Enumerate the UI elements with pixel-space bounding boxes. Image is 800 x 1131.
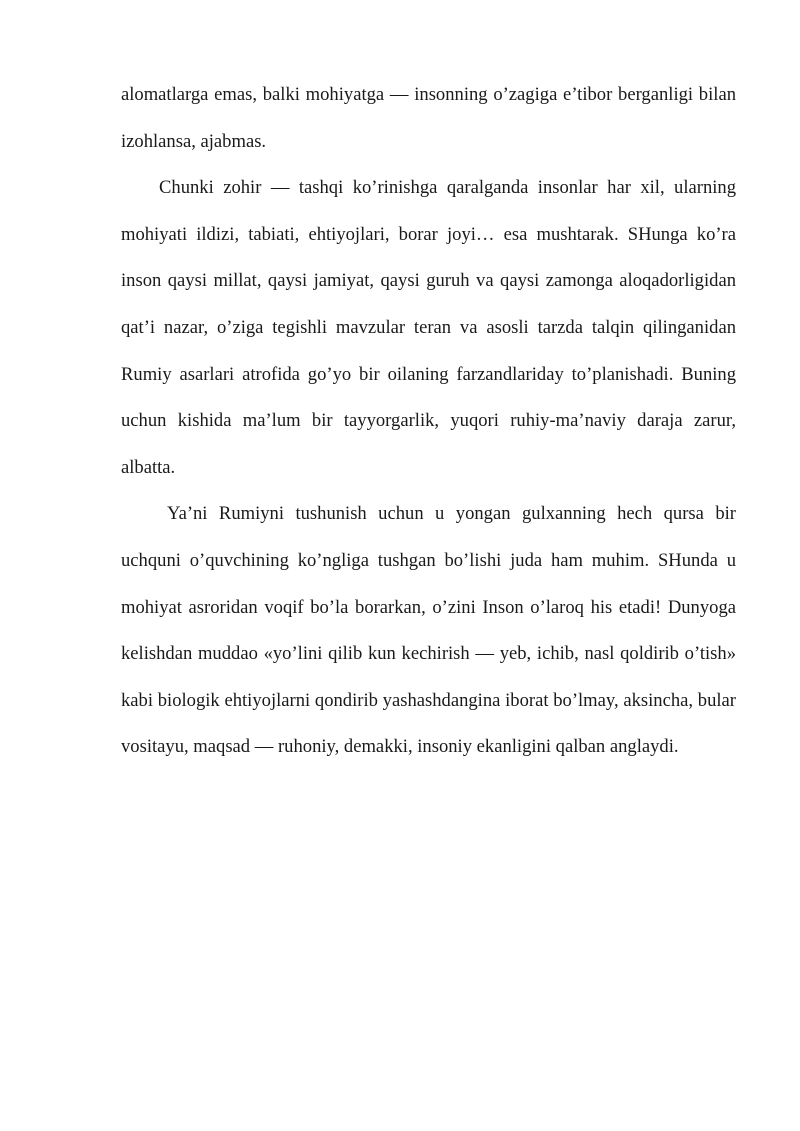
paragraph-continuation: alomatlarga emas, balki mohiyatga — insonning o’zagiga e’tibor berganligi bilan izohlansa, ajabmas. — [121, 84, 736, 152]
paragraph-zohir: Chunki zohir — tashqi ko’rinishga qaralganda insonlar har xil, ularning mohiyati ildizi, tabiati, ehtiyojlari, borar joyi… esa mushtarak. SHunga ko’ra inson qaysi millat, qaysi jamiyat, qaysi guruh va qaysi zamonga aloqadorligidan qat’i nazar, o’ziga tegishli mavzular teran va asosli tarzda talqin qilinganidan Rumiy asarlari atrofida go’yo bir oilaning farzandlariday to’planishadi. Buning uchun kishida ma’lum bir tayyorgarlik, yuqori ruhiy-ma’naviy daraja zarur, albatta. — [121, 177, 736, 478]
paragraph-rumiy: Ya’ni Rumiyni tushunish uchun u yongan gulxanning hech qursa bir uchquni o’quvchining ko’ngliga tushgan bo’lishi juda ham muhim. SHunda u mohiyat asroridan voqif bo’la borarkan, o’zini Inson o’laroq his etadi! Dunyoga kelishdan muddao «yo’lini qilib kun kechirish — yeb, ichib, nasl qoldirib o’tish» kabi biologik ehtiyojlarni qondirib yashashdangina iborat bo’lmay, aksincha, bular vositayu, maqsad — ruhoniy, demakki, insoniy ekanligini qalban anglaydi. — [121, 503, 736, 758]
body-text — [121, 72, 736, 771]
